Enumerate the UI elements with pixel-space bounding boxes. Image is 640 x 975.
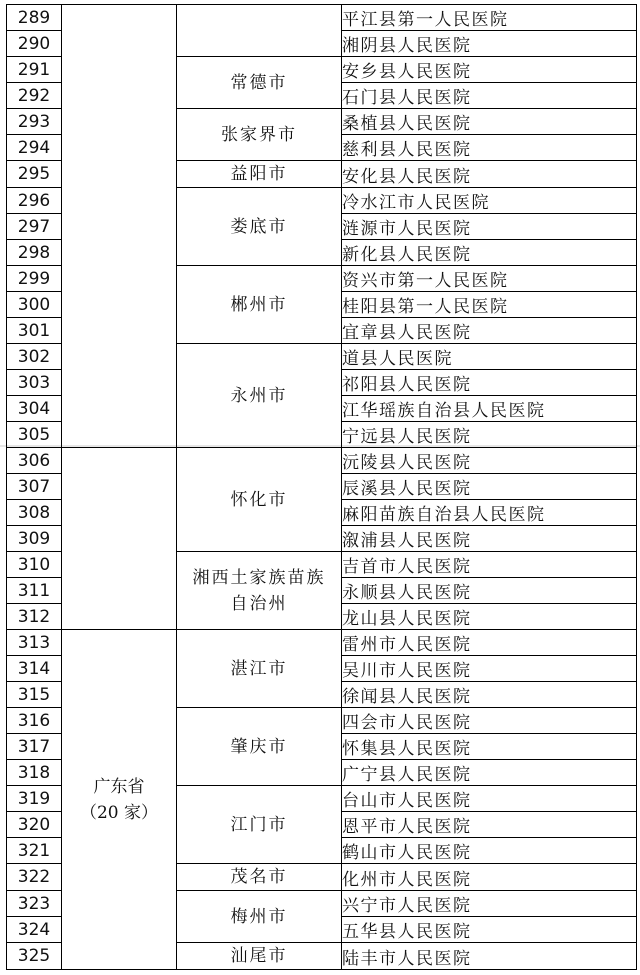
city-cell-blank: [177, 5, 342, 57]
city-name: 郴州市: [177, 266, 342, 344]
table-row: [7, 5, 637, 31]
hospital-name: 新化县人民医院: [342, 240, 637, 266]
row-number: 297: [7, 214, 62, 240]
row-number: 316: [7, 708, 62, 734]
row-number: 308: [7, 500, 62, 526]
row-number: 311: [7, 578, 62, 604]
province-cell-blank: [62, 448, 177, 630]
hospital-name: 化州市人民医院: [342, 864, 637, 891]
hospital-name: 鹤山市人民医院: [342, 838, 637, 864]
row-number: 313: [7, 630, 62, 656]
hospital-name: 台山市人民医院: [342, 786, 637, 812]
province-name: 广东省: [93, 776, 145, 797]
row-number: 324: [7, 917, 62, 943]
row-number: 319: [7, 786, 62, 812]
row-number: 295: [7, 161, 62, 188]
hospital-name: 安乡县人民医院: [342, 57, 637, 83]
city-name: 肇庆市: [177, 708, 342, 786]
hospital-name: 雷州市人民医院: [342, 630, 637, 656]
row-number: 318: [7, 760, 62, 786]
row-number: 298: [7, 240, 62, 266]
row-number: 304: [7, 396, 62, 422]
hospital-name: 永顺县人民医院: [342, 578, 637, 604]
hospital-name: 宜章县人民医院: [342, 318, 637, 344]
province-cell-guangdong: [62, 630, 177, 970]
row-number: 309: [7, 526, 62, 552]
hospital-name: 四会市人民医院: [342, 708, 637, 734]
row-number: 325: [7, 943, 62, 970]
hospital-name: 辰溪县人民医院: [342, 474, 637, 500]
row-number: 293: [7, 109, 62, 135]
city-name: 常德市: [177, 57, 342, 109]
row-number: 317: [7, 734, 62, 760]
hospital-name: 麻阳苗族自治县人民医院: [342, 500, 637, 526]
row-number: 306: [7, 448, 62, 474]
hospital-name: 兴宁市人民医院: [342, 891, 637, 917]
city-name: 益阳市: [177, 161, 342, 188]
hospital-name: 龙山县人民医院: [342, 604, 637, 630]
city-name-line: 湘西土家族苗族: [192, 567, 326, 588]
hospital-name: 资兴市第一人民医院: [342, 266, 637, 292]
row-number: 305: [7, 422, 62, 448]
row-number: 290: [7, 31, 62, 57]
city-name: 梅州市: [177, 891, 342, 943]
hospital-name: 沅陵县人民医院: [342, 448, 637, 474]
row-number: 321: [7, 838, 62, 864]
row-number: 299: [7, 266, 62, 292]
province-count: （20 家）: [79, 802, 159, 823]
hospital-name: 广宁县人民医院: [342, 760, 637, 786]
table-row: [7, 448, 637, 474]
province-cell-blank: [62, 5, 177, 448]
hospital-name: 吴川市人民医院: [342, 656, 637, 682]
hospital-name: 吉首市人民医院: [342, 552, 637, 578]
row-number: 315: [7, 682, 62, 708]
hospital-name: 江华瑶族自治县人民医院: [342, 396, 637, 422]
hospital-name: 溆浦县人民医院: [342, 526, 637, 552]
city-name: 张家界市: [177, 109, 342, 161]
city-name: 汕尾市: [177, 943, 342, 970]
hospital-name: 桂阳县第一人民医院: [342, 292, 637, 318]
row-number: 322: [7, 864, 62, 891]
hospital-table: [6, 4, 637, 970]
hospital-name: 桑植县人民医院: [342, 109, 637, 135]
hospital-name: 怀集县人民医院: [342, 734, 637, 760]
hospital-name: 石门县人民医院: [342, 83, 637, 109]
table-row: [7, 630, 637, 656]
hospital-name: 安化县人民医院: [342, 161, 637, 188]
hospital-name: 五华县人民医院: [342, 917, 637, 943]
row-number: 307: [7, 474, 62, 500]
hospital-name: 徐闻县人民医院: [342, 682, 637, 708]
city-name-xiangxi: [177, 552, 342, 630]
row-number: 291: [7, 57, 62, 83]
city-name-line: 自治州: [230, 593, 288, 614]
row-number: 296: [7, 188, 62, 214]
hospital-name: 陆丰市人民医院: [342, 943, 637, 970]
row-number: 300: [7, 292, 62, 318]
hospital-name: 涟源市人民医院: [342, 214, 637, 240]
row-number: 294: [7, 135, 62, 161]
row-number: 292: [7, 83, 62, 109]
row-number: 312: [7, 604, 62, 630]
row-number: 303: [7, 370, 62, 396]
city-name: 娄底市: [177, 188, 342, 266]
hospital-name: 道县人民医院: [342, 344, 637, 370]
city-name: 江门市: [177, 786, 342, 864]
city-name: 湛江市: [177, 630, 342, 708]
hospital-name: 平江县第一人民医院: [342, 5, 637, 31]
row-number: 314: [7, 656, 62, 682]
row-number: 323: [7, 891, 62, 917]
row-number: 302: [7, 344, 62, 370]
city-name: 茂名市: [177, 864, 342, 891]
hospital-name: 慈利县人民医院: [342, 135, 637, 161]
hospital-name: 宁远县人民医院: [342, 422, 637, 448]
hospital-name: 湘阴县人民医院: [342, 31, 637, 57]
city-name: 永州市: [177, 344, 342, 448]
city-name: 怀化市: [177, 448, 342, 552]
hospital-name: 冷水江市人民医院: [342, 188, 637, 214]
hospital-name: 恩平市人民医院: [342, 812, 637, 838]
row-number: 320: [7, 812, 62, 838]
hospital-name: 祁阳县人民医院: [342, 370, 637, 396]
row-number: 301: [7, 318, 62, 344]
row-number: 310: [7, 552, 62, 578]
row-number: 289: [7, 5, 62, 31]
